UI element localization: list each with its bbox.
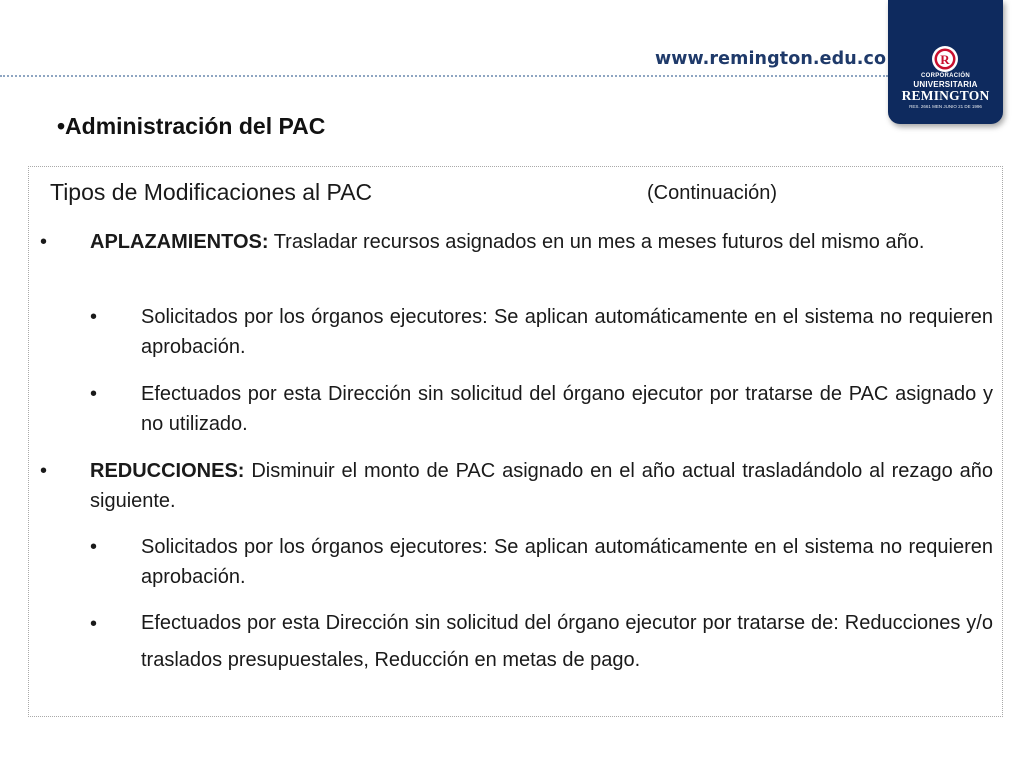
bullet-symbol: • — [90, 536, 98, 558]
section-subtitle: Tipos de Modificaciones al PAC — [50, 179, 373, 205]
sub-bullet-text: Solicitados por los órganos ejecutores: Se aplican automáticamente en el sistema no requieren aprobación. — [141, 536, 993, 588]
sub-bullet-text: Efectuados por esta Dirección sin solicitud del órgano ejecutor por tratarse de PAC asignado y no utilizado. — [141, 383, 993, 435]
logo-line-remington: REMINGTON — [901, 88, 990, 103]
university-logo — [888, 0, 1003, 124]
bullet-body: Trasladar recursos asignados en un mes a meses futuros del mismo año. — [268, 231, 925, 253]
bullet-lead: APLAZAMIENTOS: — [90, 231, 269, 253]
bullet-body: Disminuir el monto de PAC asignado en el año actual trasladándolo al rezago año siguiente. — [90, 460, 993, 512]
bullet-symbol: • — [90, 613, 98, 635]
logo-line-corporacion: CORPORACIÓN — [921, 73, 970, 79]
website-url: www.remington.edu.co — [655, 49, 887, 69]
bullet-symbol: • — [90, 383, 98, 405]
bullet-lead: REDUCCIONES: — [90, 460, 245, 482]
header-divider — [0, 75, 888, 77]
logo-emblem-icon — [931, 45, 959, 73]
logo-line-resolution: RES. 2661 MEN JUNIO 21 DE 1996 — [909, 104, 982, 109]
continuation-label: (Continuación) — [647, 182, 778, 204]
bullet-symbol: • — [40, 231, 48, 253]
sub-bullet-text: Solicitados por los órganos ejecutores: Se aplican automáticamente en el sistema no requieren aprobación. — [141, 306, 993, 358]
bullet-text — [90, 456, 993, 516]
sub-bullet-text: Efectuados por esta Dirección sin solicitud del órgano ejecutor por tratarse de: Reducciones y/o traslados presupuestales, Reducción en metas de pago. — [141, 612, 993, 671]
slide-title: •Administración del PAC — [57, 113, 326, 139]
bullet-text — [90, 227, 993, 257]
bullet-symbol: • — [40, 460, 48, 482]
bullet-symbol: • — [90, 306, 98, 328]
logo-line-universitaria: UNIVERSITARIA — [913, 80, 978, 89]
logo-emblem-letter: R — [940, 52, 950, 67]
